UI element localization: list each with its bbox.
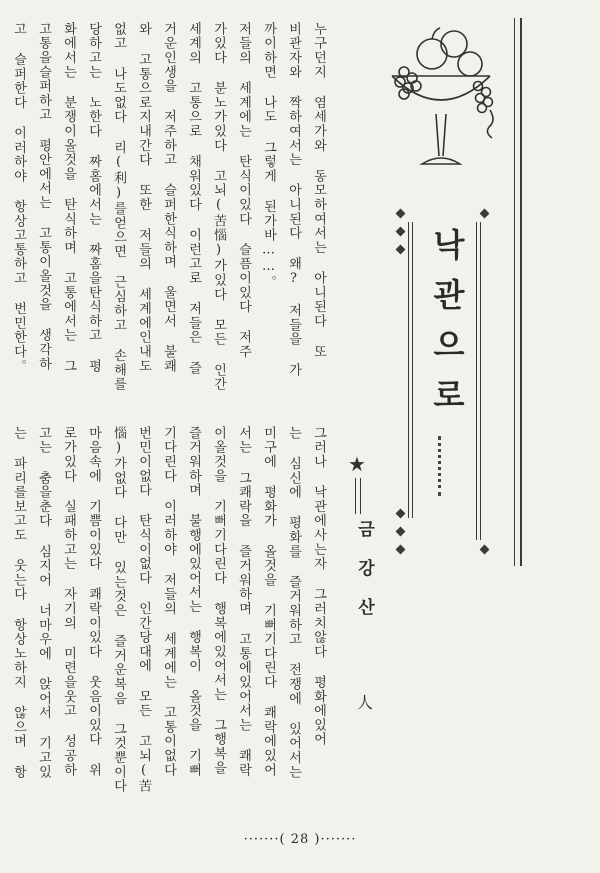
diamond-ornament (480, 545, 490, 555)
article-title: 낙관으로 (428, 228, 466, 428)
text-column: 까이하면 나도 그렇게 된가바……。 (261, 22, 276, 290)
text-column: 누구던지 염세가와 동모하여서는 아니된다 또 (311, 22, 326, 359)
title-frame-rule (480, 222, 481, 540)
text-column: 비관자와 짝하여서는 아니된다 왜? 저들을 가 (286, 22, 301, 378)
fruit-bowl-illustration (382, 14, 500, 176)
star-icon: ★ (348, 452, 366, 476)
diamond-ornament (396, 245, 406, 255)
text-column: 그러나 낙관에사는자 그러치않다 평화에있어 (311, 426, 326, 747)
text-column: 번민이없다 탄식이없다 인간당대에 모든 고뇌(苦 (136, 426, 151, 794)
text-column: 거운인생을 저주하고 슬퍼한식하며 울면서 불쾌 (161, 22, 176, 374)
diamond-ornament (396, 545, 406, 555)
diamond-ornament (396, 227, 406, 237)
text-column: 서는 그쾌락을 즐거워하며 고통에있어서는 쾌락 (236, 426, 251, 778)
author-suffix: 人 (357, 693, 374, 712)
title-frame-rule (412, 222, 413, 518)
text-column: 없고 나도없다 리(利)를얻으면 근심하고 손해를 (111, 22, 126, 392)
text-column: 는 심신에 평화를 즐거워하고 전쟁에 있어서는 (286, 426, 301, 780)
text-column: 미구에 평화가 올것을 기뻐기다린다 쾌락에있어 (261, 426, 276, 778)
title-trailing-dots (438, 436, 444, 496)
text-column: 가있다 분노가있다 고뇌(苦惱)가있다 모든 인간 (211, 22, 226, 392)
diamond-ornament (396, 509, 406, 519)
text-column: 고 슬퍼한다 이러하야 항상고통하고 번민한다。 (11, 22, 26, 374)
diamond-ornament (480, 209, 490, 219)
text-column: 화에서는 분쟁이올것을 탄식하며 고통에서는 그 (61, 22, 76, 374)
author-name: 금강산 (354, 520, 374, 637)
text-column: 세계의 고통으로 채워있다 이런고로 저들은 즐 (186, 22, 201, 376)
text-column: 기다린다 이러하야 저들의 세계에는 고통이없다 (161, 426, 176, 778)
right-border-rule-outer (520, 18, 522, 566)
text-column: 마음속에 기쁨이있다 쾌락이있다 웃음이있다 위 (86, 426, 101, 778)
title-frame-rule (408, 222, 409, 518)
diamond-ornament (396, 209, 406, 219)
diamond-ornament (396, 527, 406, 537)
text-column: 고통을슬퍼하고 평안에서는 고통이올것을 생각하 (36, 22, 51, 372)
title-frame-rule (476, 222, 477, 540)
text-column: 로가있다 실패하고는 자기의 미련을웃고 성공하 (61, 426, 76, 778)
text-column: 고는 춤을춘다 심지어 너마우에 앉어서 기고있 (36, 426, 51, 780)
text-column: 와 고통으로지내간다 또한 저들의 세계에인내도 (136, 22, 151, 374)
author-rule (360, 478, 361, 514)
text-column: 惱)가없다 다만 있는것은 즐거운복음 그것뿐이다 (111, 426, 126, 794)
text-column: 는 파리를보고도 웃는다 항상노하지 않으며 항 (11, 426, 26, 780)
author-rule (355, 478, 356, 514)
right-border-rule-inner (514, 18, 515, 566)
text-column: 즐거워하며 불행에있어서는 행복이 올것을 기뻐 (186, 426, 201, 778)
page-number: ·······( 28 )······· (243, 832, 357, 847)
text-column: 이올것을 기뻐기다린다 행복에있어서는 그행복을 (211, 426, 226, 776)
text-column: 저들의 세계에는 탄식이있다 슬픔이있다 저주 (236, 22, 251, 359)
text-column: 당하고는 노한다 짜홈에서는 짜홈을탄식하고 평 (86, 22, 101, 374)
